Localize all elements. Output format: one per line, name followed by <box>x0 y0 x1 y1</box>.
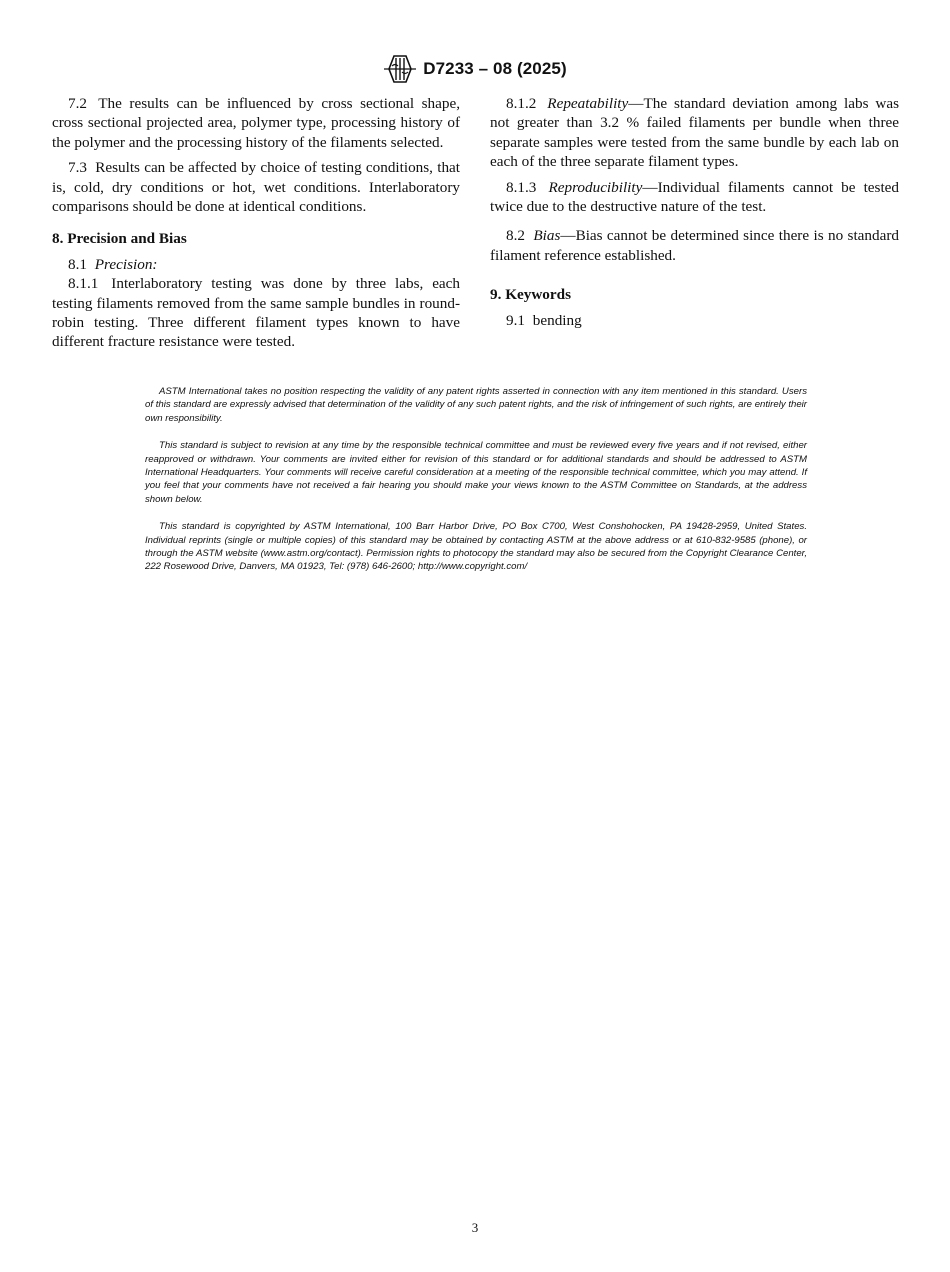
document-designation: D7233 – 08 (2025) <box>423 59 567 78</box>
copyright-notice: This standard is copyrighted by ASTM International, 100 Barr Harbor Drive, PO Box C700, West Conshohocken, PA 19428-2959, United States. Individual reprints (single or multiple copies) of this standard may be obtained by contacting ASTM at the above address or at 610-832-9585 (phone), or through the ASTM website (www.astm.org/contact). Permission rights to photocopy the standard may also be secured from the Copyright Clearance Center, 222 Rosewood Drive, Danvers, MA 01923, Tel: (978) 646-2600; http://www.copyright.com/ <box>145 521 807 573</box>
section-9-heading: 9. Keywords <box>490 286 571 304</box>
legal-footnotes <box>145 385 807 588</box>
right-column <box>490 94 899 336</box>
paragraph-text: —Individual filaments cannot be tested twice due to the destructive nature of the test. <box>490 178 900 216</box>
paragraph-8-1-3 <box>490 178 899 217</box>
paragraph-title: Reproducibility <box>548 178 643 196</box>
page-number: 3 <box>471 1220 479 1235</box>
astm-logo-icon <box>383 54 417 84</box>
paragraph-7-2 <box>52 94 460 152</box>
paragraph-8-1-2 <box>490 94 899 172</box>
paragraph-number: 8.1.3 <box>506 178 537 196</box>
paragraph-number: 7.2 <box>68 95 87 112</box>
paragraph-text: bending <box>532 311 582 329</box>
paragraph-number: 8.1.2 <box>506 95 537 112</box>
paragraph-text: —The standard deviation among labs was not greater than 3.2 % failed filaments per bundle when three separate samples were tested from the same bundle by each lab on each of the three separate filament types. <box>490 95 900 171</box>
revision-notice: This standard is subject to revision at any time by the responsible technical committee and must be reviewed every five years and if not revised, either reapproved or withdrawn. Your comments are invited either for revision of this standard or for additional standards and should be addressed to ASTM International Headquarters. Your comments will receive careful consideration at a meeting of the responsible technical committee, which you may attend. If you feel that your comments have not received a fair hearing you should make your views known to the ASTM Committee on Standards, at the address shown below. <box>145 440 807 505</box>
paragraph-number: 9.1 <box>506 311 525 329</box>
paragraph-text: Interlaboratory testing was done by three labs, each testing filaments removed from the same sample bundles in round-robin testing. Three different filament types known to have different fracture resistance were tested. <box>52 275 461 351</box>
paragraph-text: —Bias cannot be determined since there is no standard filament reference established. <box>490 227 899 264</box>
paragraph-9-1 <box>490 311 899 330</box>
paragraph-number: 7.3 <box>68 159 87 177</box>
paragraph-title: Bias <box>533 227 561 245</box>
section-8-heading: 8. Precision and Bias <box>52 230 187 248</box>
paragraph-text: Results can be affected by choice of testing conditions, that is, cold, dry conditions or hot, wet conditions. Interlaboratory comparisons should be done at identical conditions. <box>52 159 460 216</box>
paragraph-title: Repeatability <box>547 95 629 112</box>
patent-notice: ASTM International takes no position respecting the validity of any patent rights asserted in connection with any item mentioned in this standard. Users of this standard are expressly advised that determination of the validity of any such patent rights, and the risk of infringement of such rights, are entirely their own responsibility. <box>145 386 807 424</box>
paragraph-number: 8.2 <box>506 227 525 245</box>
left-column <box>52 94 460 358</box>
paragraph-8-1-1 <box>52 274 460 352</box>
paragraph-title: Precision: <box>94 255 158 273</box>
paragraph-8-1 <box>52 255 460 274</box>
paragraph-number: 8.1 <box>68 255 87 273</box>
paragraph-number: 8.1.1 <box>68 275 99 293</box>
paragraph-7-3 <box>52 158 460 216</box>
paragraph-text: The results can be influenced by cross sectional shape, cross sectional projected area, polymer type, processing history of the polymer and the processing history of the filaments selected. <box>52 95 460 151</box>
page-header <box>0 54 950 84</box>
paragraph-8-2 <box>490 226 899 265</box>
